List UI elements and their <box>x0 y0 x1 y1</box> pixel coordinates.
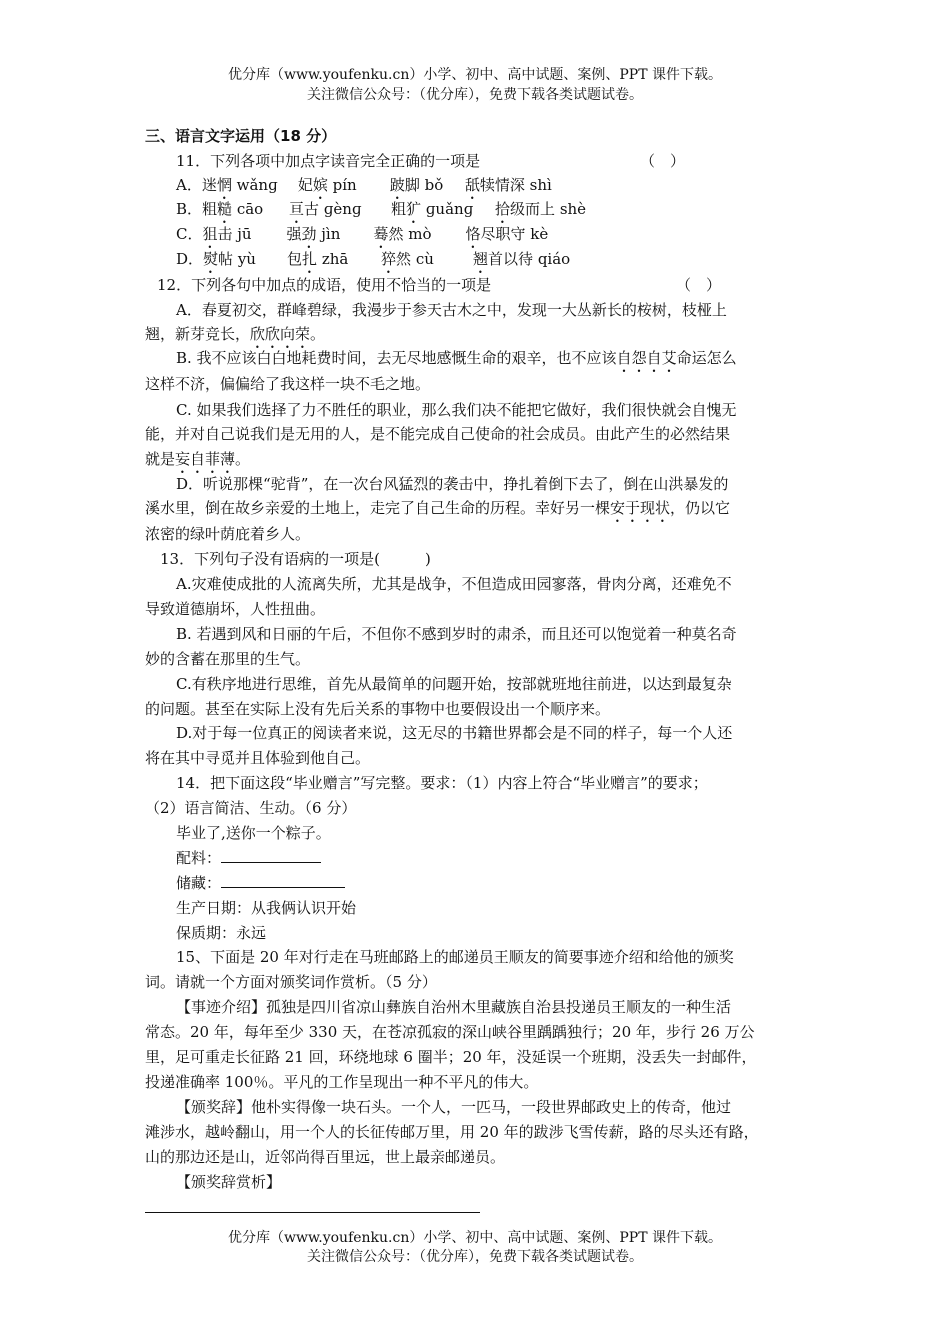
q12-c-l3a: 就是 <box>145 450 176 468</box>
q11-a-d2: 嫔 <box>312 176 328 194</box>
q11-d-d1: 熨 <box>203 250 219 268</box>
q15-award-line2: 滩涉水，越岭翻山，用一个人的长征传邮万里，用 20 年的跋涉飞雪传薪，路的尽头还有路， <box>145 1123 759 1141</box>
q12-b-idiom: 自怨自艾 <box>616 349 677 367</box>
q12-a-l2a: 翘，新芽竞长， <box>145 325 251 343</box>
q11-b-w4b: 级而上 shè <box>510 200 587 218</box>
q12-c-line3 <box>145 449 250 477</box>
q11-c-d2: 劲 <box>301 225 317 243</box>
q11-a-w1: 迷 <box>201 176 217 194</box>
q15-award-line1: 【颁奖辞】他朴实得像一块石头。一个人，一匹马，一段世界邮政史上的传奇，他过 <box>176 1098 732 1116</box>
page-footer-line2: 关注微信公众号：（优分库），免费下载各类试题试卷。 <box>307 1249 643 1265</box>
q11-b-w3: 粗 <box>391 200 407 218</box>
q11-b-p3: ɡuǎnɡ <box>421 200 474 218</box>
q11-option-c <box>176 224 548 252</box>
q11-d-p3: 然 cù <box>396 250 434 268</box>
q11-d-d2: 扎 <box>302 250 318 268</box>
q11-b-d4: 拾 <box>495 200 511 218</box>
q13-c-line1: C.有秩序地进行思维，首先从最简单的问题开始，按部就班地往前进，以达到最复杂 <box>176 675 732 693</box>
q12-b-line1 <box>176 348 737 376</box>
q11-bracket: （ ） <box>640 152 686 170</box>
q13-b-line2: 妙的含蓄在那里的生气。 <box>145 650 311 668</box>
q12-d-idiom: 安于现状 <box>610 499 671 517</box>
q12-d-l2a: 溪水里，倒在故乡亲爱的土地上，走完了自己生命的历程。幸好另一棵 <box>145 499 611 517</box>
q11-d-w2: 包 <box>287 250 303 268</box>
q11-c-d1: 狙 <box>202 225 218 243</box>
page-header-line2: 关注微信公众号：（优分库），免费下载各类试题试卷。 <box>307 87 643 103</box>
q11-d-p2: zhā <box>317 250 349 268</box>
q11-d-d4: 翘 <box>473 250 489 268</box>
q12-c-idiom: 妄自菲薄 <box>175 450 236 468</box>
q11-c-label: C． <box>176 225 203 243</box>
q12-d-line2 <box>145 498 730 526</box>
q11-a-d4: 舐 <box>464 176 480 194</box>
q11-b-d1: 糙 <box>217 200 233 218</box>
q11-d-w4b: 首以待 qiáo <box>488 250 571 268</box>
q11-c-p1: 击 jū <box>217 225 252 243</box>
q11-d-p1: 帖 yù <box>218 250 256 268</box>
q13-a-line2: 导致道德崩坏，人性扭曲。 <box>145 600 326 618</box>
q11-c-d3: 蓦 <box>373 225 389 243</box>
page-footer-line1: 优分库（www.youfenku.cn）小学、初中、高中试题、案例、PPT 课件下载。 <box>227 1230 722 1246</box>
q11-b-label: B． <box>176 200 203 218</box>
q12-c-line1: C. 如果我们选择了力不胜任的职业，那么我们决不能把它做好，我们很快就会自愧无 <box>176 401 737 419</box>
q11-d-d3: 猝 <box>381 250 397 268</box>
q11-stem: 11．下列各项中加点字读音完全正确的一项是 <box>176 152 481 170</box>
q14-line3: 毕业了,送你一个粽子。 <box>176 824 331 842</box>
q11-d-label: D． <box>176 250 204 268</box>
q13-a-line1: A.灾难使成批的人流离失所，尤其是战争，不但造成田园寥落，骨肉分离，还难免不 <box>176 575 732 593</box>
q11-c-w2: 强 <box>286 225 302 243</box>
q14-storage <box>176 873 345 893</box>
q11-option-b <box>176 199 586 227</box>
q14-line1: 14．把下面这段“毕业赠言”写完整。要求：（1）内容上符合“毕业赠言”的要求； <box>176 774 708 792</box>
q12-d-line3: 浓密的绿叶荫庇着乡人。 <box>145 525 311 543</box>
q15-line1: 15、下面是 20 年对行走在马班邮路上的邮递员王顺友的简要事迹介绍和给他的颁奖 <box>176 948 734 966</box>
q11-a-w3b: 脚 bǒ <box>404 176 444 194</box>
q13-d-line2: 将在其中寻觅并且体验到他自己。 <box>145 749 371 767</box>
footer-divider <box>145 1212 480 1213</box>
q12-c-l3b: 。 <box>235 450 251 468</box>
q12-a-idiom: 欣欣向荣 <box>250 325 311 343</box>
q12-b-line2: 这样不济，偏偏给了我这样一块不毛之地。 <box>145 375 431 393</box>
q15-award-line3: 山的那边还是山，近邻尚得百里远，世上最亲邮递员。 <box>145 1148 506 1166</box>
q12-d-line1: D．听说那棵“驼背”，在一次台风猛烈的袭击中，挣扎着倒下去了，倒在山洪暴发的 <box>176 475 729 493</box>
q11-option-d <box>176 249 570 277</box>
q12-b-l1b: 命运怎么 <box>676 349 737 367</box>
q11-a-w4b: 犊情深 shì <box>479 176 552 194</box>
q14-ingredients-blank[interactable] <box>221 848 321 863</box>
q11-b-p1: cāo <box>232 200 264 218</box>
q11-b-p2: 古 ɡènɡ <box>304 200 362 218</box>
q11-a-w3: 跛 <box>389 176 405 194</box>
q15-deeds-line4: 投递准确率 100％。平凡的工作呈现出一种不平凡的伟大。 <box>145 1073 539 1091</box>
q14-ingredients <box>176 848 321 868</box>
q11-c-w4b: 尽职守 kè <box>480 225 549 243</box>
q14-shelf-life: 保质期：永远 <box>176 924 267 942</box>
q15-deeds-line3: 里，足可重走长征路 21 回，环绕地球 6 圈半；20 年，没延误一个班期，没丢失一封邮件， <box>145 1048 757 1066</box>
q12-b-l1a: B. 我不应该白白地耗费时间，去无尽地感慨生命的艰辛，也不应该 <box>176 349 617 367</box>
q14-storage-label: 储藏： <box>176 874 222 892</box>
page-header-line1: 优分库（www.youfenku.cn）小学、初中、高中试题、案例、PPT 课件下载。 <box>227 67 722 83</box>
section-title: 三、语言文字运用（18 分） <box>145 127 337 145</box>
q11-a-label: A． <box>176 176 202 194</box>
q14-ingredients-label: 配料： <box>176 849 222 867</box>
q11-c-p2: jìn <box>316 225 341 243</box>
q12-c-line2: 能，并对自己说我们是无用的人，是不能完成自己使命的社会成员。由此产生的必然结果 <box>145 425 731 443</box>
q11-a-p1: wǎnɡ <box>231 176 278 194</box>
q13-b-line1: B. 若遇到风和日丽的午后，不但你不感到岁时的肃杀，而且还可以饱觉着一种莫名奇 <box>176 625 737 643</box>
q11-b-d2: 亘 <box>289 200 305 218</box>
q13-stem: 13．下列句子没有语病的一项是( ) <box>160 550 431 568</box>
q11-b-w1: 粗 <box>202 200 218 218</box>
q11-a-w2: 妃 <box>297 176 313 194</box>
q12-stem: 12．下列各句中加点的成语，使用不恰当的一项是 <box>157 276 492 294</box>
q15-deeds-line2: 常态。20 年，每年至少 330 天，在苍凉孤寂的深山峡谷里踽踽独行；20 年，步行 26 万公 <box>145 1023 755 1041</box>
q13-d-line1: D.对于每一位真正的阅读者来说，这无尽的书籍世界都会是不同的样子，每一个人还 <box>176 724 733 742</box>
q11-b-d3: 犷 <box>406 200 422 218</box>
q15-appreciation-heading: 【颁奖辞赏析】 <box>176 1173 282 1191</box>
q12-a-l2b: 。 <box>310 325 326 343</box>
q12-d-l2b: ，仍以它 <box>670 499 731 517</box>
q11-a-p2: pín <box>327 176 357 194</box>
q14-storage-blank[interactable] <box>221 873 345 888</box>
q14-line2: （2）语言简洁、生动。（6 分） <box>145 799 357 817</box>
q11-a-d1: 惘 <box>216 176 232 194</box>
q11-c-d4: 恪 <box>465 225 481 243</box>
q12-bracket: （ ） <box>676 276 722 294</box>
q14-production-date: 生产日期：从我俩认识开始 <box>176 899 357 917</box>
q11-c-p3: 然 mò <box>388 225 432 243</box>
q13-c-line2: 的问题。甚至在实际上没有先后关系的事物中也要假设出一个顺序来。 <box>145 700 611 718</box>
q12-a-line1: A．春夏初交，群峰碧绿，我漫步于参天古木之中，发现一大丛新长的桉树，枝桠上 <box>176 301 727 319</box>
q15-deeds-line1: 【事迹介绍】孤独是四川省凉山彝族自治州木里藏族自治县投递员王顺友的一种生活 <box>176 998 732 1016</box>
q15-line2: 词。请就一个方面对颁奖词作赏析。（5 分） <box>145 973 437 991</box>
